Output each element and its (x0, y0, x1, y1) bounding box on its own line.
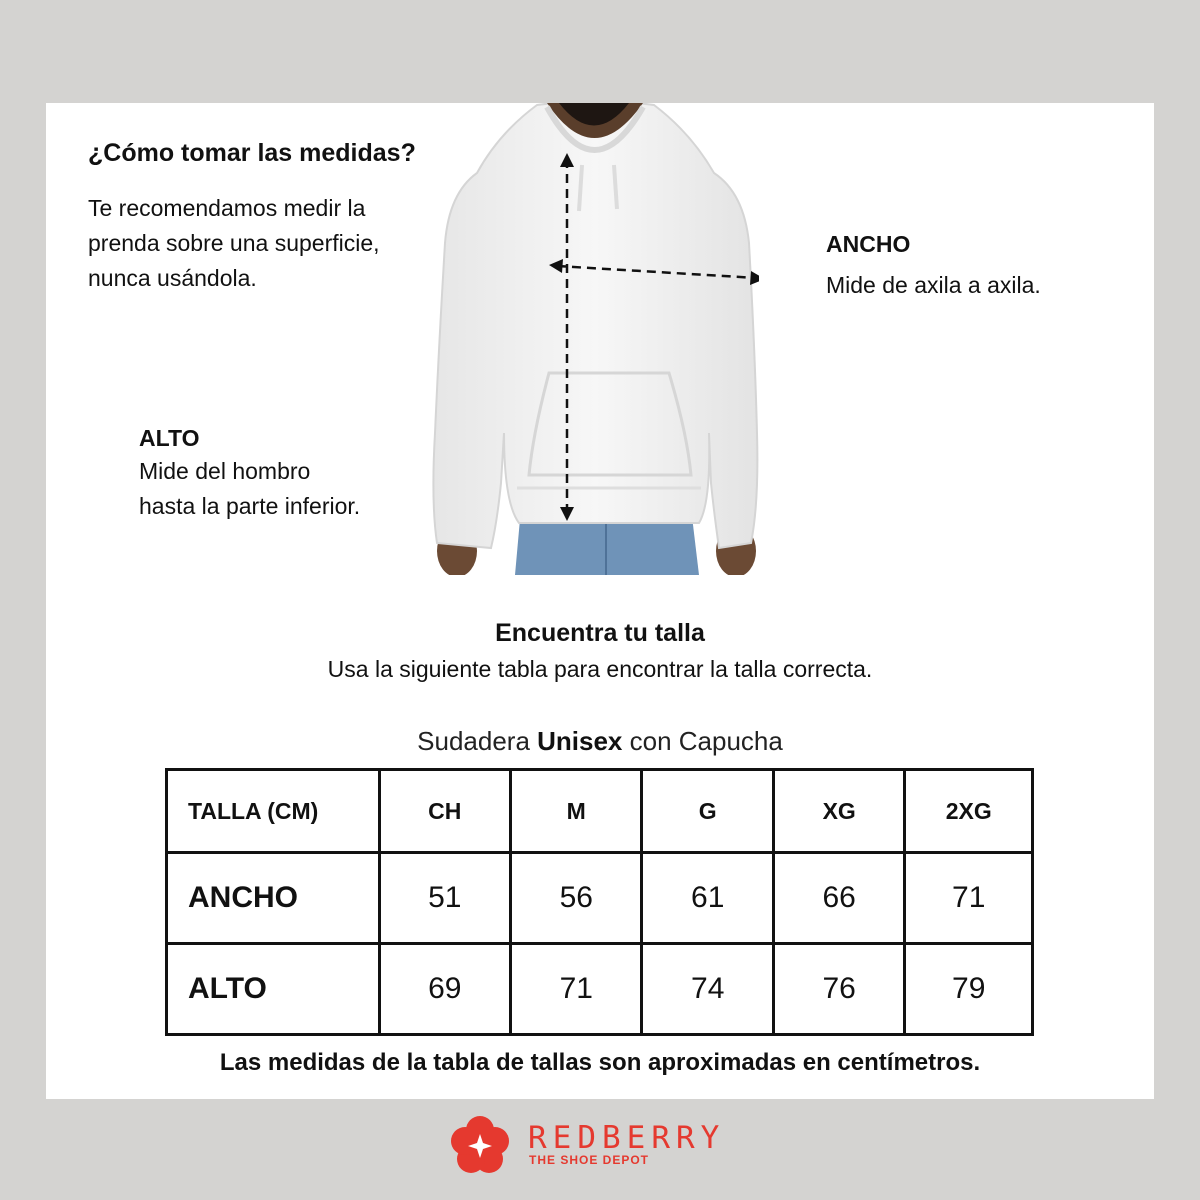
footnote: Las medidas de la tabla de tallas son aproximadas en centímetros. (219, 1049, 981, 1076)
brand-tagline: THE SHOE DEPOT (529, 1153, 650, 1167)
size-table (165, 768, 1034, 1036)
alto-title: ALTO (139, 425, 200, 451)
find-size-subtitle: Usa la siguiente tabla para encontrar la talla correcta. (327, 656, 873, 682)
size-guide-card (46, 103, 1154, 1099)
header-cell: XG (773, 770, 904, 853)
brand-logo[interactable] (448, 1114, 758, 1178)
table-cell: 61 (642, 853, 773, 944)
table-cell: 71 (511, 944, 642, 1035)
table-cell: 69 (379, 944, 510, 1035)
table-cell: 56 (511, 853, 642, 944)
caption-bold: Unisex (537, 726, 623, 756)
find-size-title: Encuentra tu talla (495, 619, 705, 647)
table-cell: 74 (642, 944, 773, 1035)
caption-prefix: Sudadera (417, 726, 538, 756)
hoodie-model-illustration (429, 103, 759, 575)
table-cell: 71 (905, 853, 1033, 944)
table-cell: 51 (379, 853, 510, 944)
brand-name: REDBERRY (528, 1120, 726, 1156)
table-cell: 76 (773, 944, 904, 1035)
header-cell: G (642, 770, 773, 853)
row-label: ALTO (167, 944, 380, 1035)
header-cell: M (511, 770, 642, 853)
flower-logo-icon (448, 1114, 512, 1178)
table-row (167, 944, 1033, 1035)
row-label: ANCHO (167, 853, 380, 944)
ancho-title: ANCHO (826, 231, 911, 257)
alto-text-line2: hasta la parte inferior. (139, 493, 361, 519)
header-cell: TALLA (CM) (167, 770, 380, 853)
alto-instruction (139, 425, 439, 524)
table-header-row (167, 770, 1033, 853)
caption-suffix: con Capucha (622, 726, 783, 756)
table-caption (46, 726, 1154, 757)
table-row (167, 853, 1033, 944)
hoodie (433, 103, 757, 548)
alto-text-line1: Mide del hombro (139, 458, 311, 484)
table-cell: 79 (905, 944, 1033, 1035)
table-cell: 66 (773, 853, 904, 944)
howto-text: Te recomendamos medir la prenda sobre una superficie, nunca usándola. (88, 195, 380, 291)
header-cell: 2XG (905, 770, 1033, 853)
header-cell: CH (379, 770, 510, 853)
howto-title: ¿Cómo tomar las medidas? (88, 139, 416, 167)
ancho-instruction (826, 231, 1126, 303)
ancho-text: Mide de axila a axila. (826, 272, 1041, 298)
